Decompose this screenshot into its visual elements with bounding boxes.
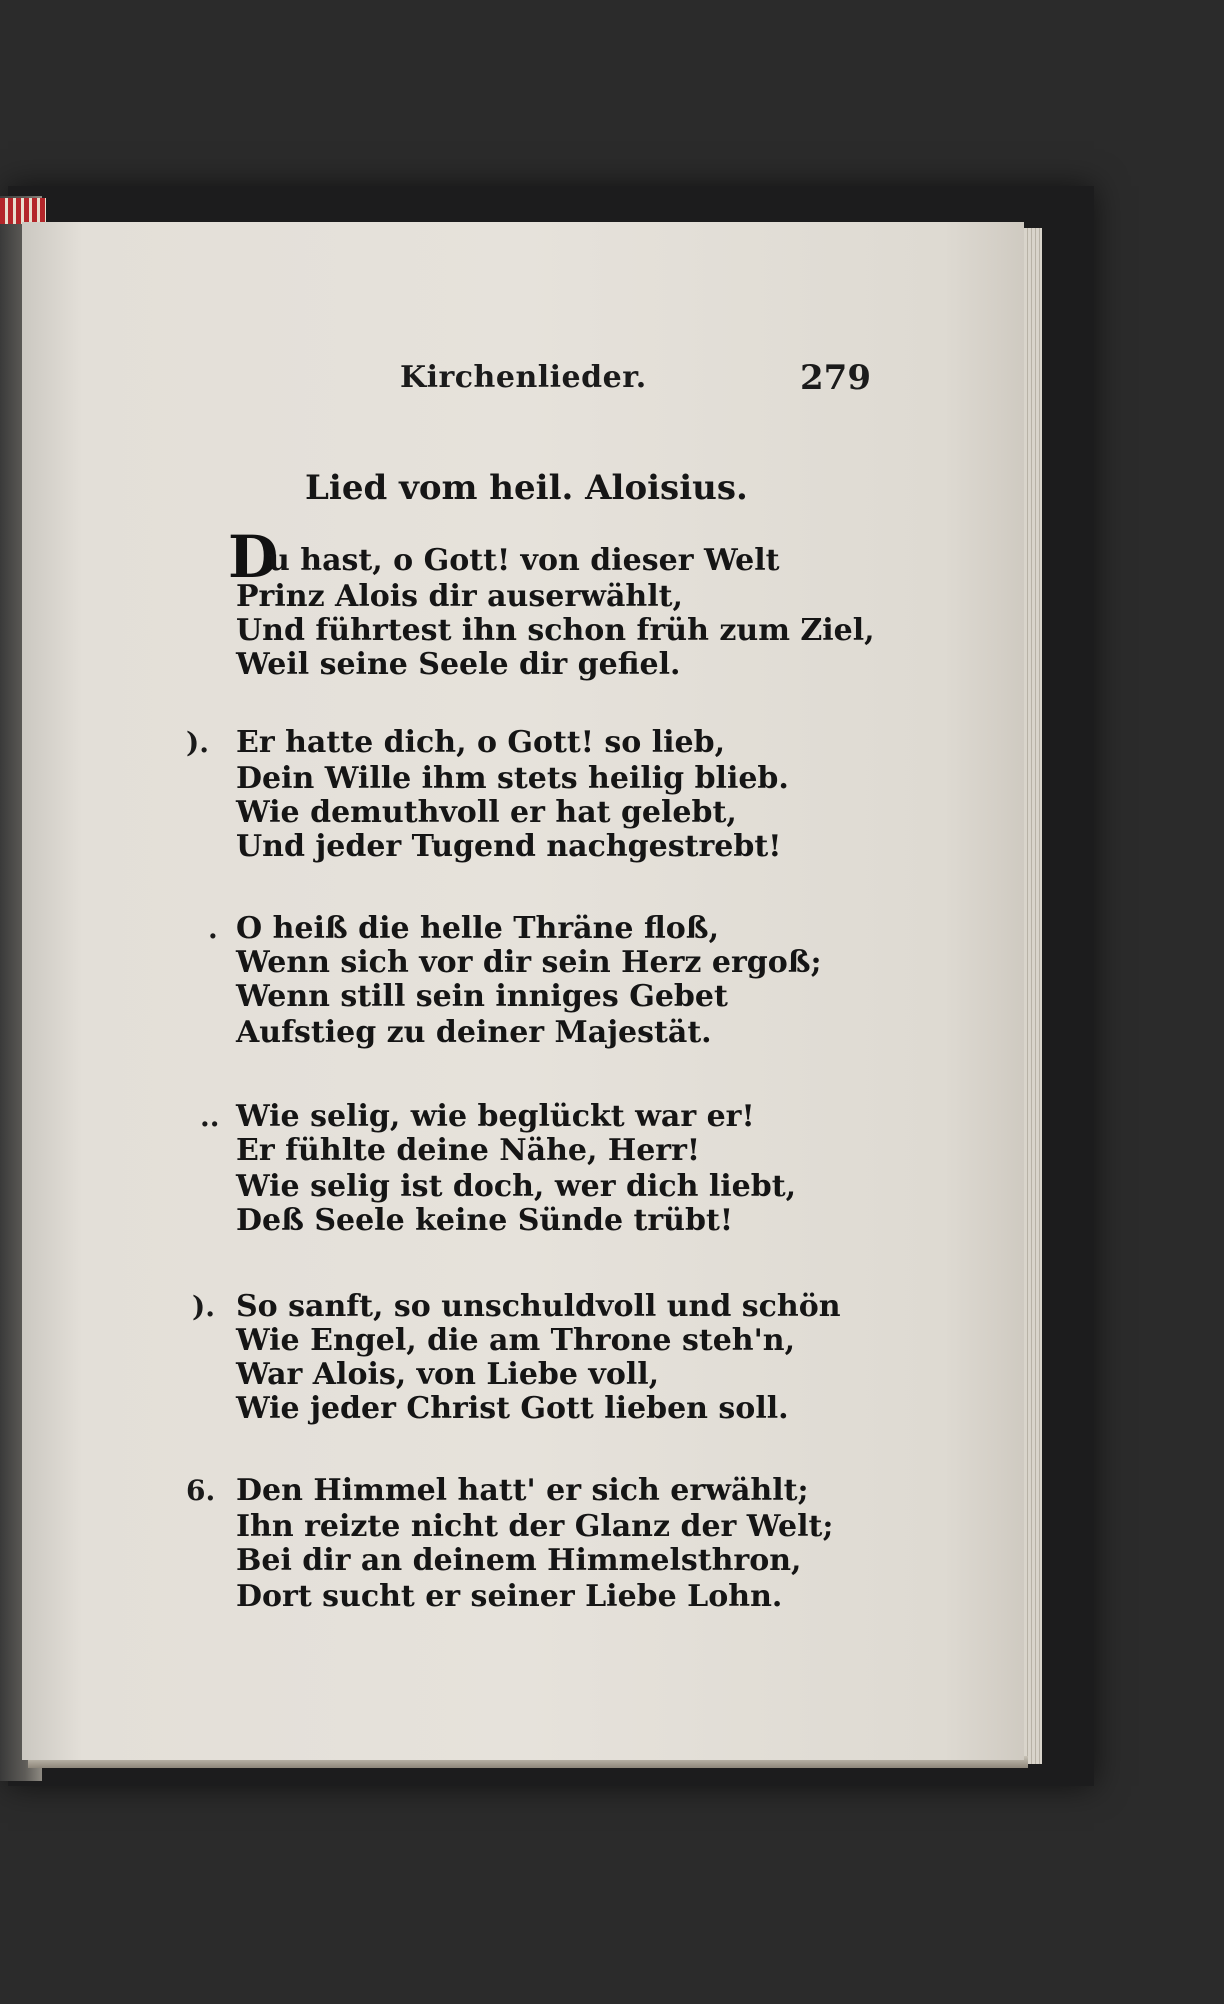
verse-line: O heiß die helle Thräne floß, [236, 911, 720, 946]
verse-line: Und führtest ihn schon früh zum Ziel, [236, 613, 875, 648]
verse-line: Und jeder Tugend nachgestrebt! [236, 829, 782, 864]
stanza-number: .. [200, 1100, 220, 1133]
verse-line: Wie jeder Christ Gott lieben soll. [236, 1391, 789, 1426]
verse-line: Prinz Alois dir auserwählt, [236, 579, 683, 614]
verse-line: Wie demuthvoll er hat gelebt, [236, 795, 737, 830]
verse-line: Wie Engel, die am Throne steh'n, [236, 1323, 796, 1358]
stanza-number: . [208, 912, 218, 945]
verse-line: So sanft, so unschuldvoll und schön [236, 1289, 841, 1324]
verse-line: Wie selig ist doch, wer dich liebt, [236, 1169, 797, 1204]
stanza-number: ). [186, 726, 209, 759]
stanza-number: 6. [186, 1474, 216, 1507]
verse-line: Aufstieg zu deiner Majestät. [236, 1015, 712, 1050]
verse-line: Dort sucht er seiner Liebe Lohn. [236, 1579, 783, 1614]
headband [0, 198, 46, 224]
verse-line: Wenn still sein inniges Gebet [236, 979, 728, 1014]
hymn-title: Lied vom heil. Aloisius. [305, 468, 748, 508]
verse-line: Wenn sich vor dir sein Herz ergoß; [236, 945, 822, 980]
verse-line: Ihn reizte nicht der Glanz der Welt; [236, 1509, 834, 1544]
verse-line: Wie selig, wie beglückt war er! [236, 1099, 755, 1134]
verse-line: Bei dir an deinem Himmelsthron, [236, 1543, 802, 1578]
verse-line: Weil seine Seele dir gefiel. [236, 647, 681, 682]
verse-line: Deß Seele keine Sünde trübt! [236, 1203, 733, 1238]
verse-line: Den Himmel hatt' er sich erwählt; [236, 1473, 809, 1508]
stanza-number: ). [192, 1290, 215, 1323]
verse-line: War Alois, von Liebe voll, [236, 1357, 660, 1392]
page-number: 279 [800, 358, 871, 398]
verse-line: Dein Wille ihm stets heilig blieb. [236, 761, 789, 796]
drop-cap: D [228, 523, 279, 591]
verse-line: Er fühlte deine Nähe, Herr! [236, 1133, 701, 1168]
verse-line: Er hatte dich, o Gott! so lieb, [236, 725, 726, 760]
running-head: Kirchenlieder. [400, 360, 647, 395]
verse-line: u hast, o Gott! von dieser Welt [268, 543, 780, 578]
